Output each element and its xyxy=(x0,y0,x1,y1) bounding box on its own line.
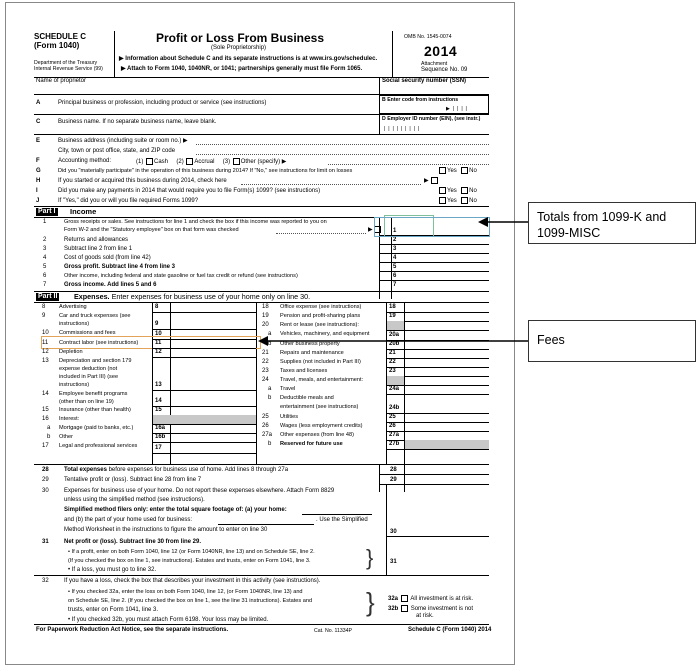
right-row-num: b xyxy=(268,441,272,447)
line32-text5: • If you checked 32b, you must attach Form 6198. Your loss may be limited. xyxy=(68,617,269,623)
right-row-box: 23 xyxy=(389,368,396,374)
dept-irs: Internal Revenue Service (99) xyxy=(34,66,103,72)
line30-text4b: . Use the Simplified xyxy=(316,517,368,523)
left-row-num: 11 xyxy=(42,340,49,346)
line31-text1: Net profit or (loss). Subtract line 30 from line 29. xyxy=(64,539,202,545)
right-row-box: 24a xyxy=(389,386,400,392)
left-row-text: Mortgage (paid to banks, etc.) xyxy=(59,425,134,431)
left-row-box: 12 xyxy=(155,349,162,355)
line-h-text: If you started or acquired this business during 2014, check here xyxy=(58,178,227,184)
right-row-text: Wages (less employment credits) xyxy=(280,423,363,429)
line31-text3: (If you checked the box on line 1, see instructions). Estates and trusts, enter on Form 1041, line 3. xyxy=(68,558,311,564)
sequence-number: Sequence No. 09 xyxy=(421,67,468,73)
left-row-text2: expense deduction (not xyxy=(59,366,118,372)
line30-box: 30 xyxy=(390,529,397,535)
right-row-num: 24 xyxy=(262,377,269,383)
p1-line1-text2: Form W-2 and the "Statutory employee" box on that form was checked xyxy=(64,227,239,233)
accounting-methods: (1) Cash (2) Accrual (3) Other (specify) ▶ xyxy=(136,159,287,166)
callout-fees-text: Fees xyxy=(537,333,565,347)
right-row-text: Supplies (not included in Part III) xyxy=(280,359,361,365)
p1-line5-text: Gross profit. Subtract line 4 from line 3 xyxy=(64,264,176,270)
left-row-num: 14 xyxy=(42,391,49,397)
line32-text3: on Schedule SE, line 2. (If you checked the box on line 1, see the line 31 instructions). Estates and xyxy=(68,598,313,604)
left-row-text: Other xyxy=(59,434,73,440)
right-row-box: 20a xyxy=(389,332,400,338)
p1-line5-num: 5 xyxy=(43,264,47,270)
part2-title: Expenses. Enter expenses for business use of your home only on line 30. xyxy=(74,292,311,301)
p1-line5-box: 5 xyxy=(393,264,397,270)
left-row-box: 17 xyxy=(155,445,162,451)
left-row-text: Insurance (other than health) xyxy=(59,407,131,413)
part1-title: Income xyxy=(70,207,97,216)
left-row-text: Interest: xyxy=(59,416,80,422)
line32-text2: • If you checked 32a, enter the loss on both Form 1040, line 12, (or Form 1040NR, line 13) and xyxy=(68,589,303,595)
left-row-num: 17 xyxy=(42,443,49,449)
right-row-text: Rent or lease (see instructions): xyxy=(280,322,359,328)
p1-line4-num: 4 xyxy=(43,255,47,261)
line30-text4: and (b) the part of your home used for business: xyxy=(64,517,193,523)
left-row-text2: (other than on line 19) xyxy=(59,399,114,405)
right-row-box: 25 xyxy=(389,414,396,420)
line32b-text2: at risk. xyxy=(416,613,434,619)
p1-line7-box: 7 xyxy=(393,282,397,288)
j-yes-no: Yes No xyxy=(438,197,477,205)
left-row-text: Car and truck expenses (see xyxy=(59,313,131,319)
line31-box: 31 xyxy=(390,559,397,565)
left-row-num: 13 xyxy=(42,358,49,364)
right-row-text: Vehicles, machinery, and equipment xyxy=(280,331,370,337)
footer-cat-no: Cat. No. 11334P xyxy=(314,628,352,634)
right-row-num: a xyxy=(268,386,272,392)
right-row-num: 21 xyxy=(262,350,269,356)
p1-line6-box: 6 xyxy=(393,273,397,279)
line30-text5: Method Worksheet in the instructions to figure the amount to enter on line 30 xyxy=(64,527,268,533)
right-row-text: Travel, meals, and entertainment: xyxy=(280,377,364,383)
right-row-box: 27b xyxy=(389,441,400,447)
line29-text: Tentative profit or (loss). Subtract line 28 from line 7 xyxy=(64,477,202,483)
left-row-text: Legal and professional services xyxy=(59,443,138,449)
line32-brace: } xyxy=(366,587,375,617)
line-f-text: Accounting method: xyxy=(58,158,112,164)
schedule-label: SCHEDULE C xyxy=(34,32,87,41)
right-row-num: b xyxy=(268,395,272,401)
p1-line1-checkbox-wrap: ▶ xyxy=(368,226,382,234)
city-text: City, town or post office, state, and ZIP code xyxy=(58,148,176,154)
right-row-box: 21 xyxy=(389,350,396,356)
left-row-box: 8 xyxy=(155,304,159,310)
right-row-box: 26 xyxy=(389,423,396,429)
left-row-num: a xyxy=(47,425,51,431)
box-b-label: B Enter code from instructions xyxy=(382,97,459,103)
left-row-box: 14 xyxy=(155,398,162,404)
left-row-num: 8 xyxy=(42,304,46,310)
right-row-num: 23 xyxy=(262,368,269,374)
form-subtitle: (Sole Proprietorship) xyxy=(211,45,267,51)
p1-line7-num: 7 xyxy=(43,282,47,288)
footer-form-name: Schedule C (Form 1040) 2014 xyxy=(408,627,492,633)
line32-text4: trusts, enter on Form 1041, line 3. xyxy=(68,607,159,613)
p1-line7-text: Gross income. Add lines 5 and 6 xyxy=(64,282,157,288)
line-i-letter: I xyxy=(36,188,38,194)
p1-line2-text: Returns and allowances xyxy=(64,237,129,243)
attach-line: ▶ Attach to Form 1040, 1040NR, or 1041; partnerships generally must file Form 1065. xyxy=(121,66,363,72)
line-c-letter: C xyxy=(36,119,41,125)
left-row-text: Depletion xyxy=(59,349,83,355)
left-row-box: 11 xyxy=(155,340,162,346)
line32-num: 32 xyxy=(42,578,49,584)
right-row-text: Taxes and licenses xyxy=(280,368,328,374)
form-title: Profit or Loss From Business xyxy=(156,31,325,45)
p1-line3-box: 3 xyxy=(393,246,397,252)
line32-text1: If you have a loss, check the box that describes your investment in this activity (see instructions). xyxy=(64,578,321,584)
left-row-num: b xyxy=(47,434,51,440)
right-row-text2: entertainment (see instructions) xyxy=(280,404,359,410)
line32b: 32b Some investment is not xyxy=(388,606,474,613)
line-a-letter: A xyxy=(36,100,41,106)
p1-line3-num: 3 xyxy=(43,246,47,252)
line31-text2: • If a profit, enter on both Form 1040, line 12 (or Form 1040NR, line 13) and on Schedule SE, line 2. xyxy=(68,549,315,555)
arrow-1099-head xyxy=(478,217,488,227)
right-row-box: 18 xyxy=(389,304,396,310)
tax-year: 2014 xyxy=(424,43,458,59)
p1-line2-num: 2 xyxy=(43,237,47,243)
line-g-letter: G xyxy=(36,168,41,174)
ssn-label: Social security number (SSN) xyxy=(382,78,467,84)
p1-line4-box: 4 xyxy=(393,255,397,261)
line30-num: 30 xyxy=(42,488,49,494)
right-row-num: a xyxy=(268,331,272,337)
right-row-num: 26 xyxy=(262,423,269,429)
line-g-text: Did you "materially participate" in the operation of this business during 2014? If "No," see instructions for limit on losses xyxy=(58,168,353,174)
left-row-box: 10 xyxy=(155,331,162,337)
line-i-text: Did you make any payments in 2014 that would require you to file Form(s) 1099? (see instructions) xyxy=(58,188,321,194)
line31-text4: • If a loss, you must go to line 32. xyxy=(68,567,157,573)
omb-number: OMB No. 1545-0074 xyxy=(404,34,452,40)
left-row-num: 9 xyxy=(42,313,46,319)
line29-num: 29 xyxy=(42,477,49,483)
left-row-text: Commissions and fees xyxy=(59,330,116,336)
part2-label: Part II xyxy=(38,293,58,300)
line30-text3: Simplified method filers only: enter the total square footage of: (a) your home: xyxy=(64,507,287,513)
line30-text1: Expenses for business use of your home. Do not report these expenses elsewhere. Attach Form 8829 xyxy=(64,488,335,494)
right-row-box: 22 xyxy=(389,359,396,365)
left-row-num: 10 xyxy=(42,330,49,336)
line-e-text: Business address (including suite or room no.) ▶ xyxy=(58,138,188,144)
right-row-num: 25 xyxy=(262,414,269,420)
right-row-text: Utilities xyxy=(280,414,299,420)
right-row-num: 22 xyxy=(262,359,269,365)
left-row-text: Depreciation and section 179 xyxy=(59,358,132,364)
right-row-text: Reserved for future use xyxy=(280,441,343,447)
right-row-text: Other business property xyxy=(280,341,340,347)
right-row-box: 27a xyxy=(389,432,400,438)
right-row-text: Deductible meals and xyxy=(280,395,334,401)
left-row-box: 16a xyxy=(155,425,166,431)
left-row-num: 12 xyxy=(42,349,49,355)
arrow-fees-head xyxy=(258,336,268,346)
left-row-box: 9 xyxy=(155,321,159,327)
left-row-text3: included in Part III) (see xyxy=(59,374,119,380)
line28-box: 28 xyxy=(390,467,397,473)
left-row-num: 15 xyxy=(42,407,49,413)
ein-boxes[interactable]: | | | | | | | | | xyxy=(384,126,420,132)
info-line: ▶ Information about Schedule C and its separate instructions is at www.irs.gov/schedulec. xyxy=(119,56,378,62)
p1-line1-text: Gross receipts or sales. See instructions for line 1 and check the box if this income was reported to you on xyxy=(64,219,327,225)
right-row-box: 24b xyxy=(389,405,400,411)
box-b-arrows: ▶ | | | | xyxy=(446,106,467,112)
left-row-text: Employee benefit programs xyxy=(59,391,128,397)
left-row-box: 15 xyxy=(155,407,162,413)
right-row-text: Travel xyxy=(280,386,296,392)
left-row-box: 16b xyxy=(155,434,166,440)
p1-line1-num: 1 xyxy=(43,219,47,225)
left-row-text4: instructions) xyxy=(59,382,90,388)
line29-box: 29 xyxy=(390,477,397,483)
line28-num: 28 xyxy=(42,467,49,473)
name-label: Name of proprietor xyxy=(36,78,87,84)
attachment-label: Attachment xyxy=(421,61,448,67)
footer-paperwork: For Paperwork Reduction Act Notice, see the separate instructions. xyxy=(36,627,229,633)
right-row-text: Other expenses (from line 48) xyxy=(280,432,354,438)
callout-1099 xyxy=(528,202,696,244)
p1-line2-box: 2 xyxy=(393,237,397,243)
left-row-box: 13 xyxy=(155,382,162,388)
form-label: (Form 1040) xyxy=(34,41,80,50)
line-f-letter: F xyxy=(36,158,40,164)
left-row-text: Contract labor (see instructions) xyxy=(59,340,139,346)
part1-label: Part I xyxy=(38,208,56,215)
h-checkbox-wrap: ▶ xyxy=(424,177,439,185)
line-h-letter: H xyxy=(36,178,41,184)
callout-fees xyxy=(528,320,696,362)
right-row-num: b xyxy=(268,341,272,347)
right-row-text: Office expense (see instructions) xyxy=(280,304,362,310)
p1-line6-num: 6 xyxy=(43,273,47,279)
right-row-box: 20b xyxy=(389,341,400,347)
right-row-num: 19 xyxy=(262,313,269,319)
left-row-num: 16 xyxy=(42,416,49,422)
right-row-text: Pension and profit-sharing plans xyxy=(280,313,361,319)
right-row-num: 27a xyxy=(262,432,273,438)
box-d-label: D Employer ID number (EIN), (see instr.) xyxy=(382,116,481,122)
line31-num: 31 xyxy=(42,539,49,545)
line-j-letter: J xyxy=(36,198,40,204)
callout-1099-line2: 1099-MISC xyxy=(537,226,601,240)
left-row-text: Advertising xyxy=(59,304,87,310)
dept-treasury: Department of the Treasury xyxy=(34,60,98,66)
g-yes-no: Yes No xyxy=(438,167,477,175)
line-e-letter: E xyxy=(36,138,41,144)
callout-1099-line1: Totals from 1099-K and xyxy=(537,210,667,224)
line32a: 32a All investment is at risk. xyxy=(388,596,474,603)
line30-text2: unless using the simplified method (see instructions). xyxy=(64,497,205,503)
line-c-text: Business name. If no separate business name, leave blank. xyxy=(58,119,217,125)
line-j-text: If "Yes," did you or will you file required Forms 1099? xyxy=(58,198,199,204)
p1-line3-text: Subtract line 2 from line 1 xyxy=(64,246,133,252)
right-row-box: 19 xyxy=(389,313,396,319)
p1-line6-text: Other income, including federal and state gasoline or fuel tax credit or refund (see instructions) xyxy=(64,273,298,279)
line28-text: Total expenses before expenses for business use of home. Add lines 8 through 27a xyxy=(64,467,289,473)
line31-brace: } xyxy=(366,545,374,570)
line-a-text: Principal business or profession, including product or service (see instructions) xyxy=(58,100,267,106)
i-yes-no: Yes No xyxy=(438,187,477,195)
right-row-num: 20 xyxy=(262,322,269,328)
right-row-text: Repairs and maintenance xyxy=(280,350,344,356)
p1-line4-text: Cost of goods sold (from line 42) xyxy=(64,255,151,261)
left-row-text2: instructions) xyxy=(59,321,90,327)
right-row-num: 18 xyxy=(262,304,269,310)
p1-line1-box: 1 xyxy=(393,228,397,234)
